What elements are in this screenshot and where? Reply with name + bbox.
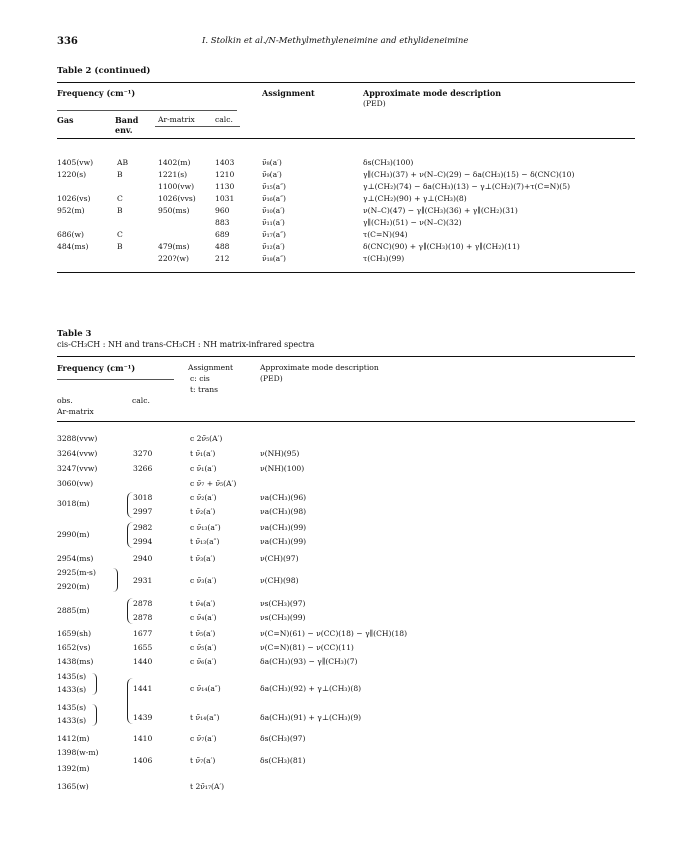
obs-value: 3018(m) bbox=[57, 499, 90, 508]
table3-header-description: Approximate mode description bbox=[260, 363, 379, 372]
obs-value: 1438(ms) bbox=[57, 657, 94, 666]
calc-value: 1677 bbox=[133, 629, 153, 638]
obs-value: 3247(vvw) bbox=[57, 464, 98, 473]
table2-freq-rule bbox=[57, 110, 237, 111]
assignment-value: t ν̃₂(a′) bbox=[190, 507, 216, 516]
assignment-value: c ν̃₁(a′) bbox=[190, 464, 217, 473]
table-row bbox=[0, 242, 680, 254]
table2-header-frequency: Frequency (cm⁻¹) bbox=[57, 88, 136, 98]
calc-value: 1403 bbox=[215, 158, 235, 167]
table2-caption: Table 2 (continued) bbox=[57, 66, 151, 76]
ar-value: 479(ms) bbox=[158, 242, 190, 251]
table2-ar-rule bbox=[155, 126, 240, 127]
obs-value: 3060(vw) bbox=[57, 479, 94, 488]
description-value: νs(CH₃)(99) bbox=[260, 613, 306, 622]
table3-header-assignment: Assignment bbox=[188, 363, 234, 372]
obs-value: 1433(s) bbox=[57, 716, 87, 725]
description-value: δa(CH₃)(91) + γ⊥(CH₃)(9) bbox=[260, 713, 362, 722]
obs-value: 2885(m) bbox=[57, 606, 90, 615]
table2-header-ped: (PED) bbox=[363, 99, 386, 108]
description-value: τ(C=N)(94) bbox=[363, 230, 408, 239]
calc-value: 1441 bbox=[133, 684, 153, 693]
obs-value: 2920(m) bbox=[57, 582, 90, 591]
description-value: νa(CH₃)(99) bbox=[260, 523, 307, 532]
assignment-value: ν̃₁₇(a″) bbox=[262, 230, 286, 239]
assignment-value: c ν̃₄(a′) bbox=[190, 613, 217, 622]
table-row bbox=[0, 764, 680, 776]
assignment-value: t 2ν̃₁₇(A′) bbox=[190, 782, 225, 791]
assignment-value: c 2ν̃₅(A′) bbox=[190, 434, 223, 443]
table-row bbox=[0, 554, 680, 566]
assignment-value: t ν̃₁(a′) bbox=[190, 449, 216, 458]
table-row bbox=[0, 523, 680, 535]
description-value: γ⊥(CH₂)(74) − δa(CH₃)(13) − γ⊥(CH₂)(7)+τ(C=N)(5) bbox=[363, 182, 571, 191]
table3-subtitle: cis-CH₃CH : NH and trans-CH₃CH : NH matrix-infrared spectra bbox=[57, 340, 315, 349]
ar-value: 220?(w) bbox=[158, 254, 189, 263]
assignment-value: c ν̃₂(a′) bbox=[190, 493, 217, 502]
ar-value: 1402(m) bbox=[158, 158, 191, 167]
description-value: γ⊥(CH₂)(90) + γ⊥(CH₃)(8) bbox=[363, 194, 467, 203]
obs-value: 2954(ms) bbox=[57, 554, 94, 563]
calc-value: 883 bbox=[215, 218, 230, 227]
calc-value: 2878 bbox=[133, 599, 153, 608]
table3-caption: Table 3 bbox=[57, 329, 92, 339]
assignment-value: ν̃₉(a′) bbox=[262, 170, 282, 179]
ar-value: 1221(s) bbox=[158, 170, 188, 179]
obs-value: 3288(vvw) bbox=[57, 434, 98, 443]
description-value: ν(NH)(100) bbox=[260, 464, 305, 473]
table-row bbox=[0, 479, 680, 491]
table-row bbox=[0, 449, 680, 461]
assignment-value: ν̃₁₅(a″) bbox=[262, 182, 286, 191]
table-row bbox=[0, 254, 680, 266]
table3-header-calc: calc. bbox=[132, 396, 150, 405]
table-row bbox=[0, 629, 680, 641]
assignment-value: c ν̃₃(a′) bbox=[190, 576, 217, 585]
table-row bbox=[0, 493, 680, 505]
description-value: νa(CH₃)(98) bbox=[260, 507, 307, 516]
ar-value: 1026(vvs) bbox=[158, 194, 196, 203]
calc-value: 2931 bbox=[133, 576, 153, 585]
table-row bbox=[0, 434, 680, 446]
table2-header-gas: Gas bbox=[57, 115, 74, 125]
table-row bbox=[0, 230, 680, 242]
description-value: νa(CH₃)(96) bbox=[260, 493, 307, 502]
assignment-value: c ν̃₁₃(a″) bbox=[190, 523, 221, 532]
table-row bbox=[0, 684, 680, 696]
assignment-value: t ν̃₄(a′) bbox=[190, 599, 216, 608]
table2-header-band-env: Band env. bbox=[115, 115, 139, 135]
table-row bbox=[0, 158, 680, 170]
description-value: γ∥(CH₃)(37) + ν(N–C)(29) − δa(CH₃)(15) − δ(CNC)(10) bbox=[363, 170, 575, 179]
assignment-value: c ν̃₆(a′) bbox=[190, 657, 217, 666]
calc-value: 3270 bbox=[133, 449, 153, 458]
gas-value: 1026(vs) bbox=[57, 194, 91, 203]
band-value: C bbox=[117, 230, 123, 239]
gas-value: 484(ms) bbox=[57, 242, 89, 251]
calc-value: 1031 bbox=[215, 194, 235, 203]
calc-value: 960 bbox=[215, 206, 230, 215]
calc-value: 488 bbox=[215, 242, 230, 251]
assignment-value: ν̃₈(a′) bbox=[262, 158, 282, 167]
description-value: δs(CH₃)(97) bbox=[260, 734, 306, 743]
gas-value: 686(w) bbox=[57, 230, 84, 239]
description-value: τ(CH₃)(99) bbox=[363, 254, 405, 263]
obs-value: 1392(m) bbox=[57, 764, 90, 773]
description-value: ν(CH)(97) bbox=[260, 554, 299, 563]
calc-value: 1440 bbox=[133, 657, 153, 666]
table-row bbox=[0, 599, 680, 611]
band-value: B bbox=[117, 206, 123, 215]
table2-bottom-rule bbox=[57, 272, 635, 273]
page-number: 336 bbox=[57, 36, 78, 47]
table3-header-trans: t: trans bbox=[190, 385, 219, 394]
table3-header-rule bbox=[57, 421, 635, 422]
calc-value: 3266 bbox=[133, 464, 153, 473]
description-value: ν(N–C)(47) − γ∥(CH₃)(36) + γ∥(CH₂)(31) bbox=[363, 206, 518, 215]
table-row bbox=[0, 576, 680, 588]
table-row bbox=[0, 643, 680, 655]
obs-value: 1412(m) bbox=[57, 734, 90, 743]
table3-header-obs: obs. bbox=[57, 396, 73, 405]
table2-header-rule bbox=[57, 138, 635, 139]
assignment-value: c ν̃₇(a′) bbox=[190, 734, 217, 743]
ar-value: 950(ms) bbox=[158, 206, 190, 215]
description-value: δa(CH₃)(92) + γ⊥(CH₃)(8) bbox=[260, 684, 362, 693]
table-row bbox=[0, 206, 680, 218]
calc-value: 2997 bbox=[133, 507, 153, 516]
calc-value: 1655 bbox=[133, 643, 153, 652]
band-value: AB bbox=[117, 158, 129, 167]
calc-value: 689 bbox=[215, 230, 230, 239]
table3-header-ped: (PED) bbox=[260, 374, 283, 383]
description-value: ν(CH)(98) bbox=[260, 576, 299, 585]
running-head: I. Stolkin et al./N-Methylmethyleneimine and ethylideneimine bbox=[202, 36, 469, 46]
obs-value: 1398(w-m) bbox=[57, 748, 99, 757]
assignment-value: t ν̃₁₄(a″) bbox=[190, 713, 220, 722]
description-value: νa(CH₃)(99) bbox=[260, 537, 307, 546]
assignment-value: ν̃₁₁(a′) bbox=[262, 218, 285, 227]
obs-value: 1652(vs) bbox=[57, 643, 91, 652]
calc-value: 212 bbox=[215, 254, 230, 263]
description-value: δa(CH₃)(93) − γ∥(CH₃)(7) bbox=[260, 657, 358, 666]
description-value: δ(CNC)(90) + γ∥(CH₃)(10) + γ∥(CH₂)(11) bbox=[363, 242, 520, 251]
calc-value: 2878 bbox=[133, 613, 153, 622]
assignment-value: ν̃₁₆(a″) bbox=[262, 194, 286, 203]
table-row bbox=[0, 672, 680, 684]
gas-value: 952(m) bbox=[57, 206, 85, 215]
table2-header-assignment: Assignment bbox=[262, 88, 315, 98]
assignment-value: t ν̃₅(a′) bbox=[190, 629, 216, 638]
assignment-value: t ν̃₁₃(a″) bbox=[190, 537, 220, 546]
obs-value: 1433(s) bbox=[57, 685, 87, 694]
table-row bbox=[0, 464, 680, 476]
table-row bbox=[0, 782, 680, 794]
table3-header-frequency: Frequency (cm⁻¹) bbox=[57, 363, 136, 373]
calc-value: 1210 bbox=[215, 170, 235, 179]
calc-value: 2994 bbox=[133, 537, 153, 546]
table2-header-description: Approximate mode description bbox=[363, 88, 502, 98]
description-value: νs(CH₃)(97) bbox=[260, 599, 306, 608]
obs-value: 3264(vvw) bbox=[57, 449, 98, 458]
assignment-value: t ν̃₇(a′) bbox=[190, 756, 216, 765]
band-value: B bbox=[117, 242, 123, 251]
obs-value: 1435(s) bbox=[57, 672, 87, 681]
table-row bbox=[0, 734, 680, 746]
description-value: γ∥(CH₂)(51) − ν(N–C)(32) bbox=[363, 218, 462, 227]
calc-value: 1439 bbox=[133, 713, 153, 722]
table-row bbox=[0, 507, 680, 519]
table3-freq-rule bbox=[57, 379, 174, 380]
calc-value: 1410 bbox=[133, 734, 153, 743]
ar-value: 1100(vw) bbox=[158, 182, 195, 191]
obs-value: 2990(m) bbox=[57, 530, 90, 539]
table-row bbox=[0, 170, 680, 182]
table-row bbox=[0, 657, 680, 669]
description-value: δs(CH₃)(100) bbox=[363, 158, 414, 167]
table2-top-rule bbox=[57, 82, 635, 83]
obs-value: 1365(w) bbox=[57, 782, 89, 791]
description-value: ν(NH)(95) bbox=[260, 449, 300, 458]
calc-value: 2982 bbox=[133, 523, 153, 532]
obs-value: 1435(s) bbox=[57, 703, 87, 712]
table-row bbox=[0, 194, 680, 206]
description-value: ν(C=N)(61) − ν(CC)(18) − γ∥(CH)(18) bbox=[260, 629, 408, 638]
table2-header-calc: calc. bbox=[215, 115, 233, 124]
obs-value: 1659(sh) bbox=[57, 629, 92, 638]
assignment-value: ν̃₁₀(a′) bbox=[262, 206, 285, 215]
table3-header-ar-matrix: Ar-matrix bbox=[57, 407, 94, 416]
table-row bbox=[0, 713, 680, 725]
table-row bbox=[0, 613, 680, 625]
assignment-value: c ν̃₁₄(a″) bbox=[190, 684, 221, 693]
assignment-value: t ν̃₃(a′) bbox=[190, 554, 216, 563]
table-row bbox=[0, 218, 680, 230]
gas-value: 1405(vw) bbox=[57, 158, 94, 167]
assignment-value: c ν̃₅(a′) bbox=[190, 643, 217, 652]
description-value: δs(CH₃)(81) bbox=[260, 756, 306, 765]
table-row bbox=[0, 537, 680, 549]
table3-header-cis: c: cis bbox=[190, 374, 210, 383]
band-value: C bbox=[117, 194, 123, 203]
gas-value: 1220(s) bbox=[57, 170, 87, 179]
description-value: ν(C=N)(81) − ν(CC)(11) bbox=[260, 643, 354, 652]
assignment-value: ν̃₁₈(a″) bbox=[262, 254, 286, 263]
assignment-value: ν̃₁₂(a′) bbox=[262, 242, 285, 251]
calc-value: 1130 bbox=[215, 182, 235, 191]
table2-header-ar-matrix: Ar-matrix bbox=[158, 115, 195, 124]
calc-value: 3018 bbox=[133, 493, 153, 502]
table3-top-rule bbox=[57, 356, 635, 357]
obs-value: 2925(m-s) bbox=[57, 568, 96, 577]
table-row bbox=[0, 182, 680, 194]
assignment-value: c ν̃₇ + ν̃₅(A′) bbox=[190, 479, 237, 488]
calc-value: 2940 bbox=[133, 554, 153, 563]
calc-value: 1406 bbox=[133, 756, 153, 765]
band-value: B bbox=[117, 170, 123, 179]
